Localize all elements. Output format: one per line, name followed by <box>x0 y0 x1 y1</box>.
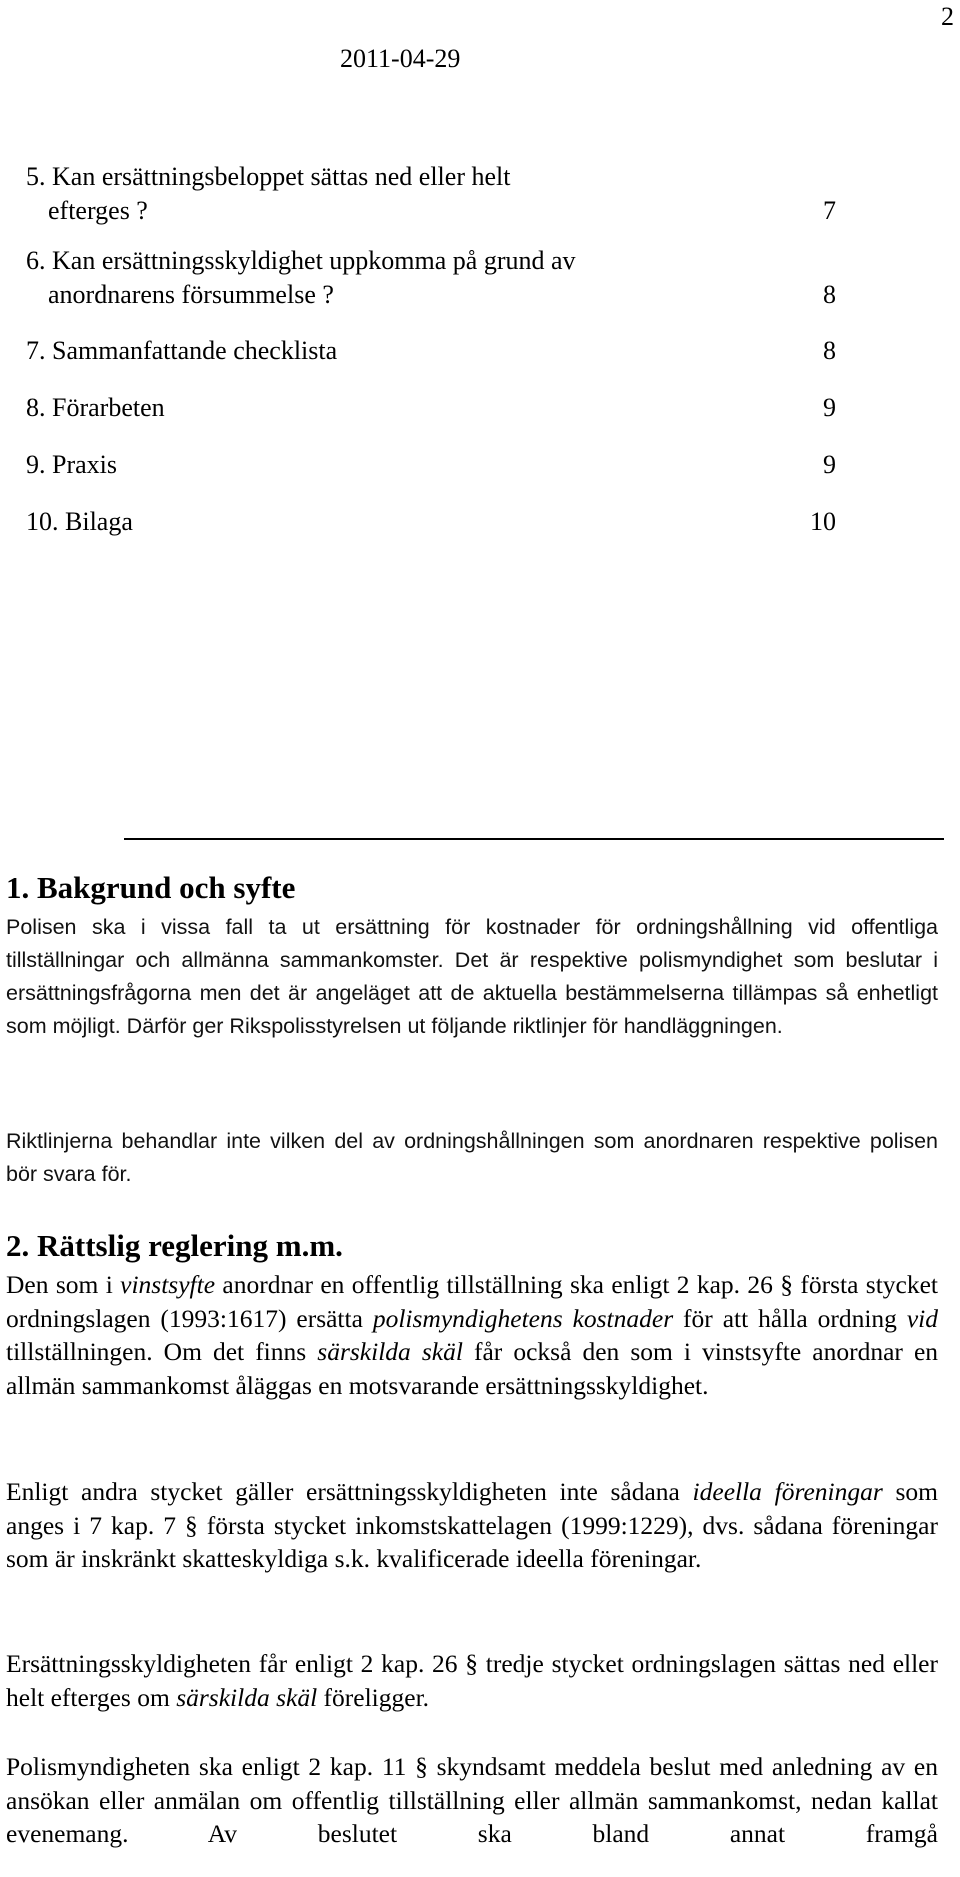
horizontal-rule <box>124 838 944 840</box>
toc-label: 10. Bilaga <box>26 507 133 536</box>
toc-item-6-line1 <box>0 244 960 278</box>
toc-item-6-line2 <box>0 278 960 312</box>
section2-paragraph-2 <box>6 1475 938 1576</box>
italic-text: ideella föreningar <box>692 1477 883 1506</box>
toc-page: 7 <box>823 196 836 225</box>
table-of-contents <box>0 160 960 539</box>
toc-item-8 <box>0 391 960 425</box>
italic-text: särskilda skäl <box>317 1337 463 1366</box>
toc-label: 9. Praxis <box>26 450 117 479</box>
toc-item-5-line1 <box>0 160 960 194</box>
section2-paragraph-4: Polismyndigheten ska enligt 2 kap. 11 § skyndsamt meddela beslut med anledning av en ansökan eller anmälan om offentlig tillställning eller allmän sammankomst, nedan kallat evenemang. Av beslutet ska bland annat framgå <box>6 1752 938 1848</box>
italic-text: särskilda skäl <box>176 1682 318 1712</box>
text-run: som anges i 7 kap. 7 § första stycket inkomstskattelagen (1999:1229), dvs. sådana föreningar som är inskränkt skatteskyldiga s.k. kvalificerade ideella föreningar. <box>6 1477 938 1573</box>
section-heading: 1. Bakgrund och syfte <box>6 870 296 905</box>
toc-page: 9 <box>823 393 836 422</box>
italic-text: vid <box>906 1303 939 1333</box>
toc-label: 8. Förarbeten <box>26 393 165 422</box>
toc-item-5-line2 <box>0 194 960 228</box>
text-run: Den som i <box>6 1270 121 1299</box>
text-run: föreligger. <box>317 1682 430 1712</box>
toc-page: 8 <box>823 280 836 309</box>
italic-text: vinstsyfte <box>120 1270 216 1299</box>
italic-text: polismyndighetens kostnader <box>372 1303 674 1333</box>
text-run: tillställningen. Om det finns <box>6 1337 318 1366</box>
toc-label: efterges ? <box>48 196 148 225</box>
page-number: 2 <box>941 2 954 31</box>
toc-label: 5. Kan ersättningsbeloppet sättas ned eller helt <box>26 162 511 191</box>
section2-paragraph-3 <box>6 1647 938 1714</box>
document-date: 2011-04-29 <box>340 44 461 73</box>
section1-paragraph-1: Polisen ska i vissa fall ta ut ersättning för kostnader för ordningshållning vid offentliga tillställningar och allmänna sammankomster. Det är respektive polismyndighet som beslutar i ersättningsfrågorna men det är angeläget att de aktuella bestämmelserna tillämpas så enhetligt som möjligt. Därför ger Rikspolisstyrelsen ut följande riktlinjer för handläggningen. <box>6 915 938 1038</box>
toc-label: 6. Kan ersättningsskyldighet uppkomma på grund av <box>26 246 576 275</box>
toc-item-7 <box>0 334 960 368</box>
section-heading: 2. Rättslig reglering m.m. <box>6 1228 343 1263</box>
toc-label: anordnarens försummelse ? <box>48 280 334 309</box>
toc-item-9 <box>0 448 960 482</box>
section2-paragraph-1 <box>6 1268 938 1402</box>
section1-paragraph-2: Riktlinjerna behandlar inte vilken del av ordningshållningen som anordnaren respektive polisen bör svara för. <box>6 1129 938 1186</box>
text-run: får också den som i vinstsyfte anordnar en allmän sammankomst åläggas en motsvarande ersättningsskyldighet. <box>6 1337 939 1400</box>
toc-item-10 <box>0 505 960 539</box>
text-run: Ersättningsskyldigheten får enligt 2 kap. 26 § tredje stycket ordningslagen sättas ned eller helt efterges om <box>6 1649 938 1712</box>
text-run: för att hålla ordning <box>673 1303 907 1333</box>
toc-page: 9 <box>823 450 836 479</box>
toc-page: 8 <box>823 336 836 365</box>
toc-label: 7. Sammanfattande checklista <box>26 336 338 365</box>
text-run: Enligt andra stycket gäller ersättningsskyldigheten inte sådana <box>6 1477 693 1506</box>
text-run: anordnar en offentlig tillställning ska enligt 2 kap. 26 § första stycket ordningslagen (1993:1617) ersätta <box>6 1270 939 1333</box>
toc-page: 10 <box>810 507 836 536</box>
